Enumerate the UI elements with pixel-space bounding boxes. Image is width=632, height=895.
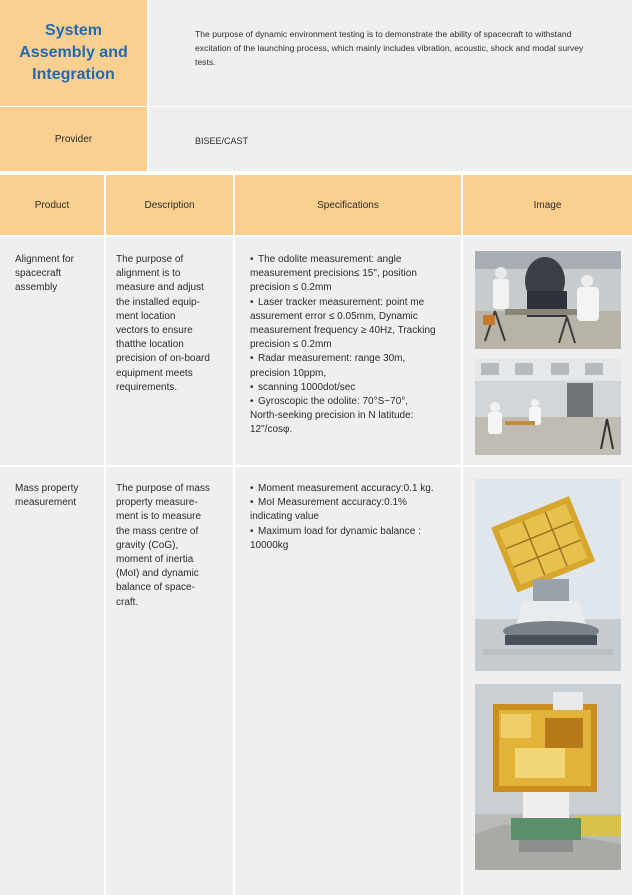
spec-line: • scanning 1000dot/sec	[258, 381, 356, 393]
spec-item	[250, 395, 460, 438]
product-line: spacecraft	[15, 268, 62, 280]
header-label: Specifications	[317, 199, 379, 211]
row2-description	[116, 482, 230, 610]
header-label: Product	[34, 199, 70, 211]
description-line: gravity (CoG),	[116, 539, 179, 551]
spec-line: precision ≤ 0.2mm	[250, 339, 332, 351]
spec-line: • Gyroscopic the odolite: 70°S~70°,	[258, 396, 409, 408]
description-line: The purpose of mass	[116, 483, 210, 494]
alignment-photo-1	[475, 251, 621, 349]
intro-text: The purpose of dynamic environment testing is to demonstrate the ability of spacecraft to withstand excitation of the launching process, which mainly includes vibration, acoustic, shock and modal survey tests.	[195, 29, 584, 67]
spec-item	[250, 352, 460, 380]
spec-line: precision ≤ 0.2mm	[250, 282, 332, 294]
provider-label: Provider	[54, 133, 93, 145]
row2-product	[15, 482, 101, 510]
spec-item	[250, 496, 450, 524]
spec-line: • Laser tracker measurement: point me	[258, 296, 425, 308]
spec-line: precision 10ppm,	[250, 367, 327, 379]
table-header-description	[106, 175, 233, 235]
description-line: moment of inertia	[116, 554, 194, 566]
spec-line: measurement precision≤ 15", position	[250, 268, 417, 280]
spec-line: assurement error ≤ 0.05mm, Dynamic	[250, 310, 418, 322]
description-line: craft.	[116, 596, 139, 608]
mass-property-photo-1	[475, 479, 621, 671]
description-line: ment location	[116, 310, 176, 322]
row1-product	[15, 253, 101, 296]
spec-line: indicating value	[250, 511, 319, 523]
description-line: thatthe location	[116, 339, 184, 351]
spec-item	[250, 525, 450, 553]
spec-line: • The odolite measurement: angle	[258, 254, 402, 265]
provider-label-cell	[0, 107, 147, 171]
table-header-image	[463, 175, 632, 235]
spec-item	[250, 296, 460, 353]
description-line: property measure-	[116, 497, 198, 509]
row2-specifications	[250, 482, 450, 553]
spec-line: • Radar measurement: range 30m,	[258, 353, 406, 365]
spec-line: • Maximum load for dynamic balance :	[258, 525, 421, 537]
spec-line: North-seeking precision in N latitude:	[250, 410, 414, 422]
spec-line: • MoI Measurement accuracy:0.1%	[258, 497, 407, 509]
spec-item	[250, 253, 460, 296]
section-title-box	[0, 0, 147, 106]
intro-box	[149, 0, 632, 106]
description-line: precision of on-board	[116, 353, 210, 365]
spec-line: 12"/cosφ.	[250, 424, 293, 436]
section-title: System Assembly and Integration	[19, 22, 128, 83]
product-line: Alignment for	[15, 254, 74, 265]
spec-line: measurement frequency ≥ 40Hz, Tracking	[250, 325, 436, 337]
header-label: Image	[533, 199, 562, 211]
description-line: the mass centre of	[116, 525, 199, 537]
spec-line: 10000kg	[250, 539, 289, 551]
spec-line: • Moment measurement accuracy:0.1 kg.	[258, 483, 434, 494]
spec-item	[250, 482, 450, 496]
table-header-specifications	[235, 175, 461, 235]
description-line: vectors to ensure	[116, 325, 193, 337]
row1-description	[116, 253, 230, 395]
description-line: requirements.	[116, 381, 178, 393]
column-product	[0, 237, 104, 895]
row1-specifications	[250, 253, 460, 438]
product-line: Mass property	[15, 483, 79, 494]
product-line: assembly	[15, 282, 58, 294]
description-line: the installed equip-	[116, 296, 200, 308]
description-line: (MoI) and dynamic	[116, 568, 199, 580]
description-line: balance of space-	[116, 582, 195, 594]
mass-property-photo-2	[475, 684, 621, 870]
spec-item	[250, 381, 460, 395]
provider-value-cell	[149, 107, 632, 171]
row-divider	[0, 465, 632, 467]
description-line: ment is to measure	[116, 511, 202, 523]
header-label: Description	[144, 199, 195, 211]
description-line: The purpose of	[116, 254, 184, 265]
description-line: measure and adjust	[116, 282, 204, 294]
provider-value: BISEE/CAST	[195, 136, 249, 146]
product-line: measurement	[15, 497, 77, 509]
description-line: alignment is to	[116, 268, 181, 280]
description-line: equipment meets	[116, 367, 193, 379]
alignment-photo-2	[475, 359, 621, 455]
table-header-product	[0, 175, 104, 235]
